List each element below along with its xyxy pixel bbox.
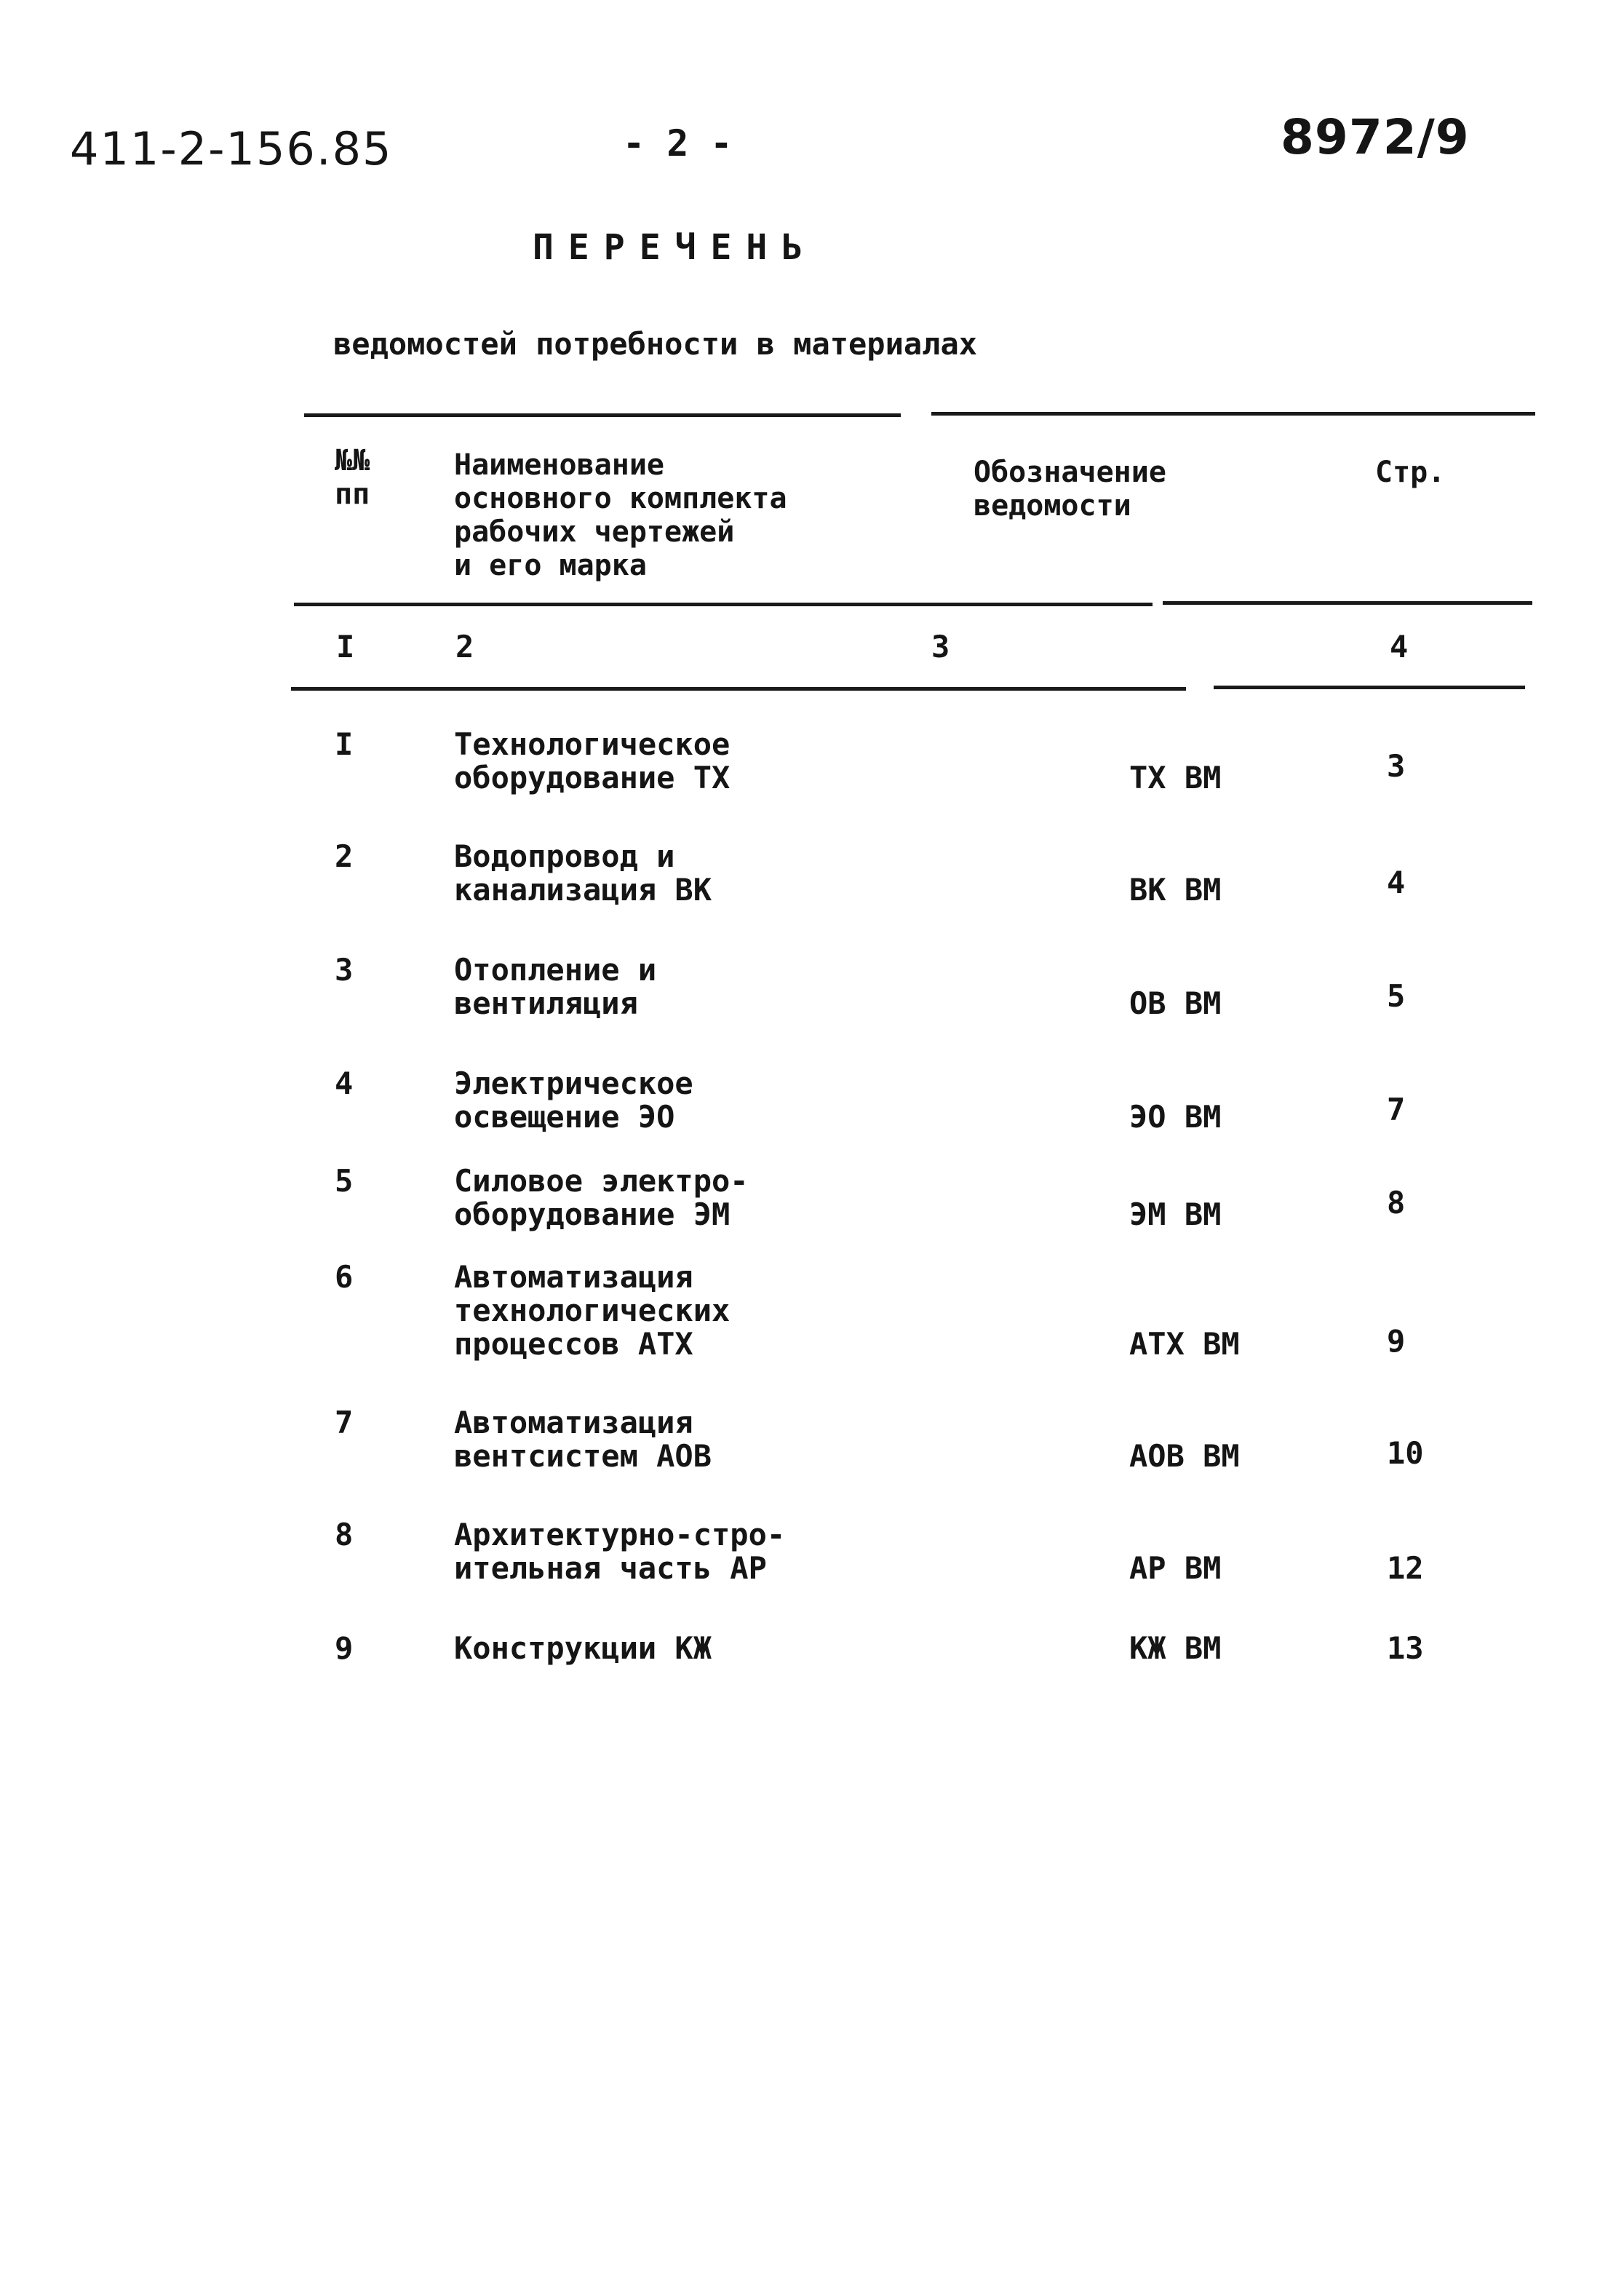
row-name: Архитектурно-стро- ительная часть АР [454,1517,786,1586]
row-page: 9 [1387,1323,1406,1359]
sheet-code: 8972/9 [1281,109,1470,165]
row-page: 12 [1387,1550,1424,1586]
table-row [0,1065,1624,1135]
colnum-bottom-rule-left [291,687,1186,691]
table-row [0,1630,1624,1666]
table-row [0,1517,1624,1586]
row-page: 5 [1387,978,1406,1014]
header-bottom-rule-left [294,603,1153,606]
row-number: 2 [335,838,354,874]
row-page: 13 [1387,1630,1424,1666]
row-page: 7 [1387,1092,1406,1127]
table-row [0,1163,1624,1232]
document-subtitle: ведомостей потребности в материалах [333,326,978,362]
table-top-rule-left [304,413,901,417]
row-designation: ЭО ВМ [1129,1099,1222,1135]
table-top-rule-right [931,412,1535,416]
row-number: 9 [335,1630,354,1666]
column-header-number: №№ пп [335,444,370,511]
column-header-name: Наименование основного комплекта рабочих чертежей и его марка [454,448,787,582]
row-name: Конструкции КЖ [454,1630,712,1666]
row-name: Водопровод и канализация ВК [454,838,712,908]
row-designation: АТХ ВМ [1129,1326,1240,1362]
column-number-3: 3 [931,629,950,664]
document-title: ПЕРЕЧЕНЬ [533,227,818,268]
row-name: Отопление и вентиляция [454,952,657,1021]
document-code: 411-2-156.85 [70,122,393,175]
column-number-1: I [336,629,355,664]
table-row [0,1405,1624,1474]
row-designation: ВК ВМ [1129,872,1222,908]
row-designation: АОВ ВМ [1129,1438,1240,1474]
table-row [0,838,1624,908]
row-page: 4 [1387,865,1406,900]
row-number: 5 [335,1163,354,1199]
table-row [0,726,1624,795]
row-name: Автоматизация технологических процессов АТХ [454,1259,731,1362]
row-number: 3 [335,952,354,988]
column-header-page: Стр. [1375,456,1446,489]
row-designation: АР ВМ [1129,1550,1222,1586]
column-number-2: 2 [455,629,474,664]
header-bottom-rule-right [1163,601,1532,605]
row-name: Технологическое оборудование ТХ [454,726,731,795]
column-number-4: 4 [1390,629,1409,664]
row-number: 8 [335,1517,354,1552]
row-page: 8 [1387,1185,1406,1221]
row-designation: ЭМ ВМ [1129,1196,1222,1232]
row-page: 3 [1387,748,1406,784]
table-row [0,952,1624,1021]
colnum-bottom-rule-right [1214,686,1525,689]
row-page: 10 [1387,1435,1424,1471]
row-number: 4 [335,1065,354,1101]
row-name: Автоматизация вентсистем АОВ [454,1405,712,1474]
page-number: - 2 - [623,122,733,164]
row-number: 7 [335,1405,354,1440]
column-header-designation: Обозначение ведомости [974,456,1166,523]
table-row [0,1259,1624,1362]
row-name: Силовое электро- оборудование ЭМ [454,1163,749,1232]
row-designation: ТХ ВМ [1129,760,1222,795]
row-designation: ОВ ВМ [1129,985,1222,1021]
row-name: Электрическое освещение ЭО [454,1065,693,1135]
row-number: I [335,726,354,762]
row-designation: КЖ ВМ [1129,1630,1222,1666]
row-number: 6 [335,1259,354,1295]
